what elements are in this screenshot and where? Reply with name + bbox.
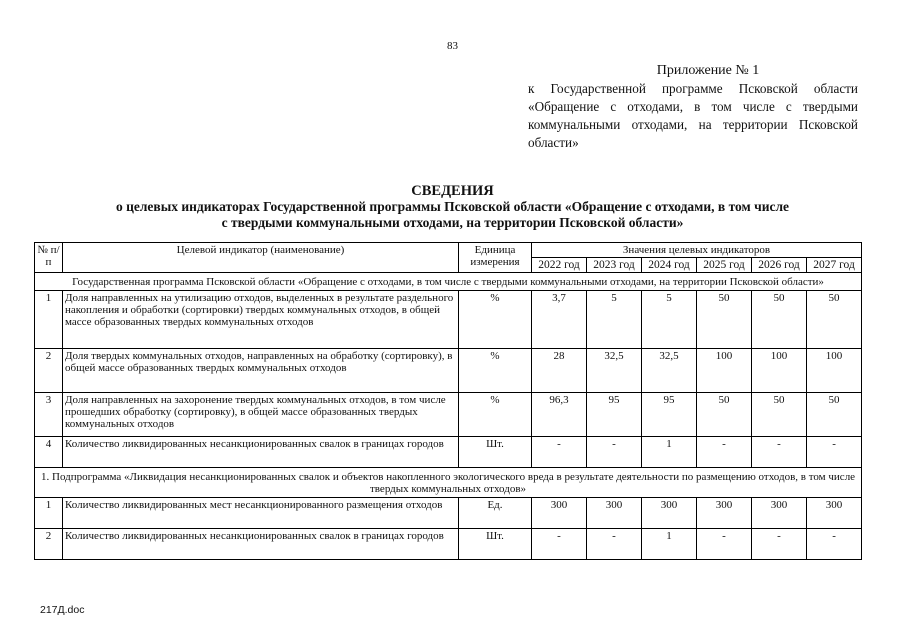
row-value: - bbox=[752, 529, 807, 560]
row-num: 1 bbox=[35, 498, 63, 529]
section-row bbox=[35, 273, 862, 291]
row-value: 1 bbox=[642, 529, 697, 560]
indicators-table bbox=[34, 242, 862, 560]
row-value: 100 bbox=[807, 349, 862, 393]
row-name: Количество ликвидированных мест несанкционированного размещения отходов bbox=[63, 498, 459, 529]
document-heading bbox=[30, 183, 875, 231]
row-value: 100 bbox=[752, 349, 807, 393]
row-value: 50 bbox=[807, 393, 862, 437]
header-year: 2024 год bbox=[642, 258, 697, 273]
heading-subtitle-1: о целевых индикаторах Государственной программы Псковской области «Обращение с отходами, в том числе bbox=[115, 199, 790, 214]
row-value: - bbox=[587, 437, 642, 468]
section-title-program: Государственная программа Псковской области «Обращение с отходами, в том числе с твердыми коммунальными отходами, на территории Псковской области» bbox=[35, 273, 862, 291]
page-number: 83 bbox=[447, 40, 458, 52]
section-title-subprogram: 1. Подпрограмма «Ликвидация несанкционированных свалок и объектов накопленного экологического вреда в результате деятельности по размещению отходов, в том числе твердых коммунальных отходов» bbox=[35, 468, 862, 498]
row-name: Количество ликвидированных несанкционированных свалок в границах городов bbox=[63, 437, 459, 468]
row-value: - bbox=[807, 437, 862, 468]
row-value: 1 bbox=[642, 437, 697, 468]
section-row bbox=[35, 468, 862, 498]
row-value: - bbox=[532, 437, 587, 468]
row-name: Количество ликвидированных несанкционированных свалок в границах городов bbox=[63, 529, 459, 560]
appendix-title: Приложение № 1 bbox=[656, 63, 760, 78]
header-year: 2023 год bbox=[587, 258, 642, 273]
row-value: - bbox=[807, 529, 862, 560]
heading-subtitle-2: с твердыми коммунальными отходами, на территории Псковской области» bbox=[221, 215, 684, 230]
row-num: 3 bbox=[35, 393, 63, 437]
row-value: 50 bbox=[752, 291, 807, 349]
row-value: 3,7 bbox=[532, 291, 587, 349]
row-unit: % bbox=[459, 393, 532, 437]
table-row bbox=[35, 291, 862, 349]
row-value: - bbox=[697, 437, 752, 468]
header-name: Целевой индикатор (наименование) bbox=[63, 243, 459, 273]
table-row bbox=[35, 393, 862, 437]
header-num: № п/п bbox=[35, 243, 63, 273]
row-value: 300 bbox=[532, 498, 587, 529]
row-value: 300 bbox=[697, 498, 752, 529]
row-value: 50 bbox=[697, 291, 752, 349]
row-value: 32,5 bbox=[642, 349, 697, 393]
row-unit: % bbox=[459, 291, 532, 349]
table-header-row bbox=[35, 243, 862, 258]
document-filename: 217Д.doc bbox=[40, 604, 85, 616]
row-value: 5 bbox=[642, 291, 697, 349]
appendix-text: к Государственной программе Псковской области «Обращение с отходами, в том числе с твердыми коммунальными отходами, на территории Псковской области» bbox=[528, 81, 858, 150]
table-row bbox=[35, 498, 862, 529]
row-name: Доля направленных на захоронение твердых коммунальных отходов, в том числе прошедших обработку (сортировку), в общей массе образованных твердых коммунальных отходов bbox=[63, 393, 459, 437]
header-unit: Единица измерения bbox=[459, 243, 532, 273]
row-value: 96,3 bbox=[532, 393, 587, 437]
row-num: 2 bbox=[35, 349, 63, 393]
row-value: 95 bbox=[642, 393, 697, 437]
row-value: 300 bbox=[587, 498, 642, 529]
table-row bbox=[35, 529, 862, 560]
appendix-block bbox=[528, 62, 858, 152]
row-value: 300 bbox=[642, 498, 697, 529]
header-year: 2027 год bbox=[807, 258, 862, 273]
row-value: 300 bbox=[807, 498, 862, 529]
row-name: Доля направленных на утилизацию отходов, выделенных в результате раздельного накопления и обработки (сортировки) твердых коммунальных отходов, в общей массе образованных твердых коммунальных отходов bbox=[63, 291, 459, 349]
row-unit: Шт. bbox=[459, 529, 532, 560]
row-value: 50 bbox=[752, 393, 807, 437]
header-year: 2026 год bbox=[752, 258, 807, 273]
row-value: 5 bbox=[587, 291, 642, 349]
row-value: 100 bbox=[697, 349, 752, 393]
row-value: 95 bbox=[587, 393, 642, 437]
row-value: - bbox=[532, 529, 587, 560]
row-value: 50 bbox=[697, 393, 752, 437]
row-value: - bbox=[587, 529, 642, 560]
row-unit: % bbox=[459, 349, 532, 393]
row-num: 1 bbox=[35, 291, 63, 349]
header-year: 2022 год bbox=[532, 258, 587, 273]
table-row bbox=[35, 349, 862, 393]
row-num: 2 bbox=[35, 529, 63, 560]
row-value: 300 bbox=[752, 498, 807, 529]
row-value: 32,5 bbox=[587, 349, 642, 393]
table-row bbox=[35, 437, 862, 468]
row-value: - bbox=[752, 437, 807, 468]
row-num: 4 bbox=[35, 437, 63, 468]
row-value: 50 bbox=[807, 291, 862, 349]
row-unit: Ед. bbox=[459, 498, 532, 529]
row-unit: Шт. bbox=[459, 437, 532, 468]
row-value: 28 bbox=[532, 349, 587, 393]
header-values-group: Значения целевых индикаторов bbox=[532, 243, 862, 258]
header-year: 2025 год bbox=[697, 258, 752, 273]
heading-title: СВЕДЕНИЯ bbox=[411, 183, 494, 199]
row-name: Доля твердых коммунальных отходов, направленных на обработку (сортировку), в общей массе образованных твердых коммунальных отходов bbox=[63, 349, 459, 393]
row-value: - bbox=[697, 529, 752, 560]
